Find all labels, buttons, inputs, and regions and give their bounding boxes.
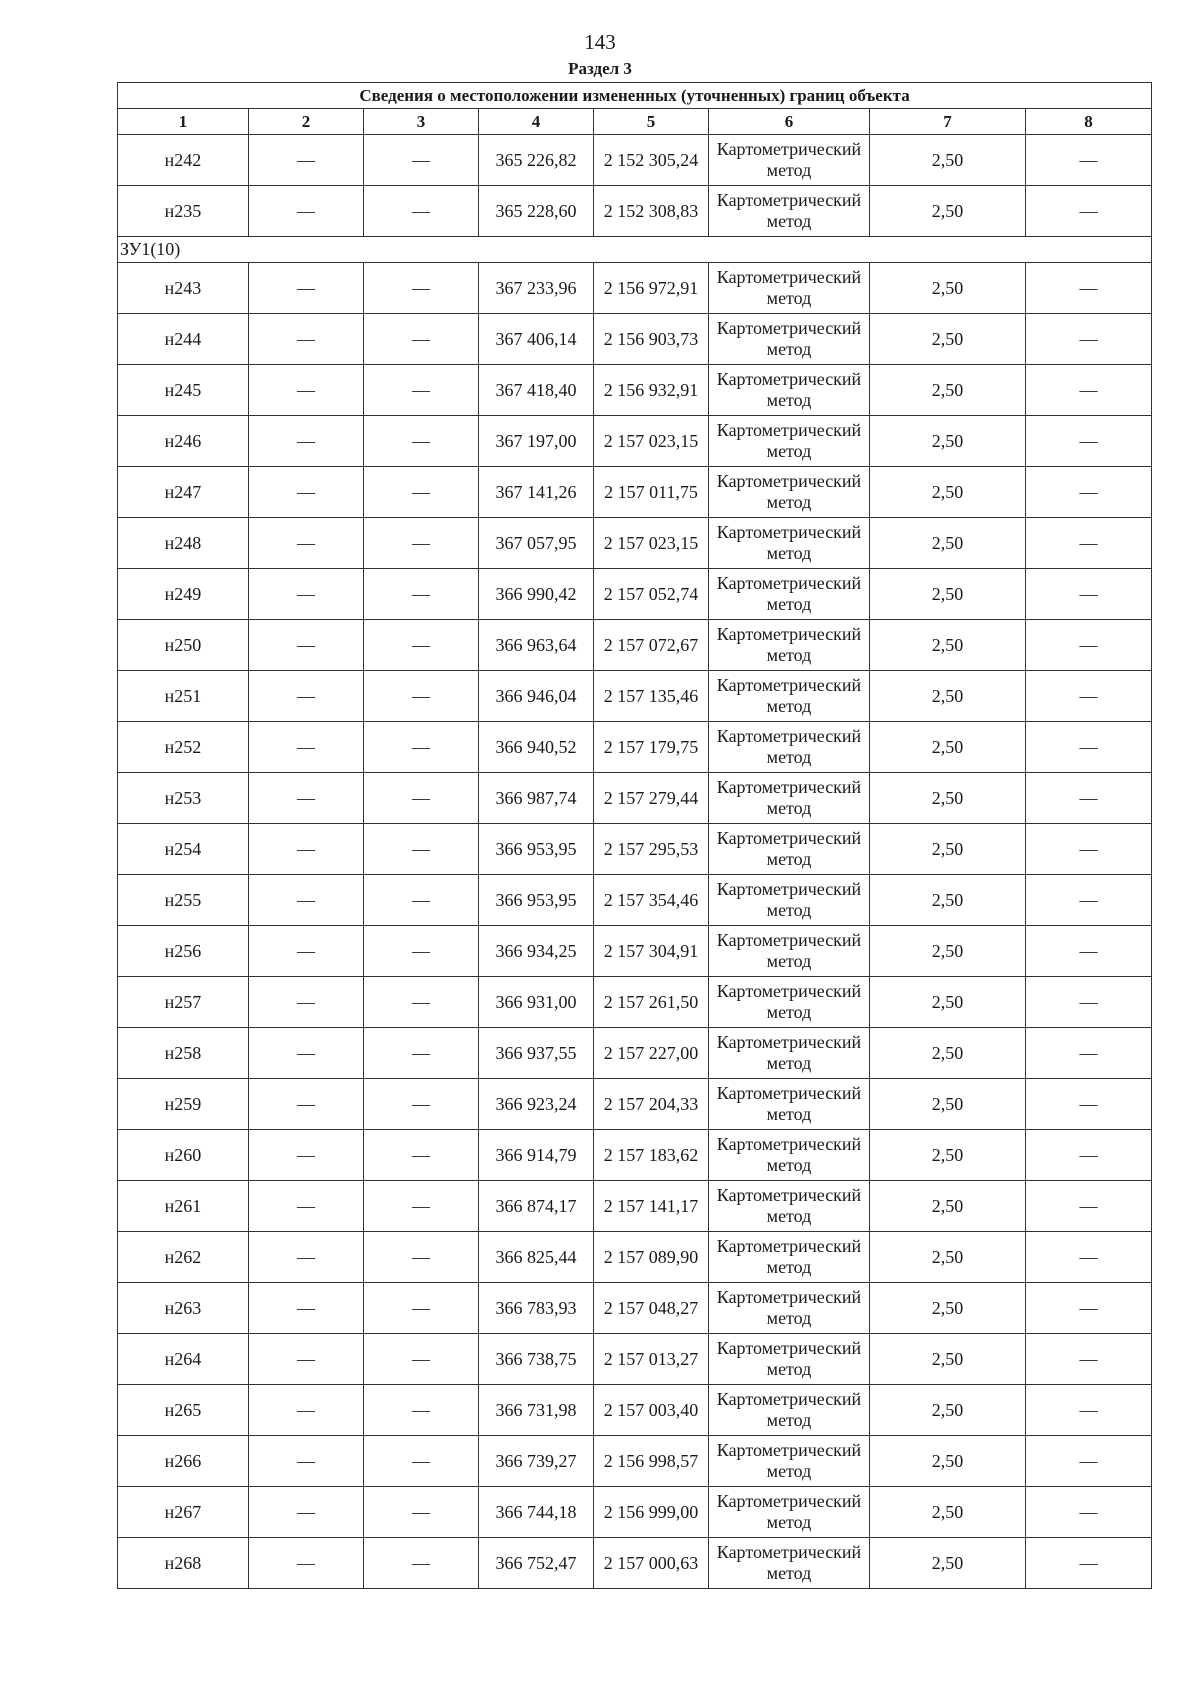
column-8-cell: — — [1026, 1028, 1152, 1079]
column-3-cell: — — [364, 1538, 479, 1589]
method-cell: Картометрический метод — [709, 518, 870, 569]
column-number: 5 — [594, 109, 709, 135]
x-coordinate-cell: 365 228,60 — [479, 186, 594, 237]
accuracy-cell: 2,50 — [870, 1538, 1026, 1589]
column-3-cell: — — [364, 671, 479, 722]
column-8-cell: — — [1026, 1487, 1152, 1538]
x-coordinate-cell: 366 744,18 — [479, 1487, 594, 1538]
method-cell: Картометрический метод — [709, 186, 870, 237]
column-3-cell: — — [364, 1232, 479, 1283]
column-2-cell: — — [249, 263, 364, 314]
column-8-cell: — — [1026, 824, 1152, 875]
point-cell: н254 — [118, 824, 249, 875]
column-number: 7 — [870, 109, 1026, 135]
method-cell: Картометрический метод — [709, 1232, 870, 1283]
method-cell: Картометрический метод — [709, 671, 870, 722]
column-8-cell: — — [1026, 1538, 1152, 1589]
column-3-cell: — — [364, 1385, 479, 1436]
column-number: 1 — [118, 109, 249, 135]
accuracy-cell: 2,50 — [870, 1385, 1026, 1436]
y-coordinate-cell: 2 156 972,91 — [594, 263, 709, 314]
column-8-cell: — — [1026, 186, 1152, 237]
y-coordinate-cell: 2 157 279,44 — [594, 773, 709, 824]
y-coordinate-cell: 2 157 013,27 — [594, 1334, 709, 1385]
column-8-cell: — — [1026, 620, 1152, 671]
column-8-cell: — — [1026, 365, 1152, 416]
method-cell: Картометрический метод — [709, 1436, 870, 1487]
table-row — [118, 1334, 1152, 1385]
column-2-cell: — — [249, 1079, 364, 1130]
method-cell: Картометрический метод — [709, 1028, 870, 1079]
column-3-cell: — — [364, 1436, 479, 1487]
column-2-cell: — — [249, 1028, 364, 1079]
column-number: 6 — [709, 109, 870, 135]
column-8-cell: — — [1026, 135, 1152, 186]
table-row — [118, 1028, 1152, 1079]
accuracy-cell: 2,50 — [870, 1130, 1026, 1181]
x-coordinate-cell: 366 738,75 — [479, 1334, 594, 1385]
table-row — [118, 518, 1152, 569]
column-8-cell: — — [1026, 1181, 1152, 1232]
point-cell: н249 — [118, 569, 249, 620]
accuracy-cell: 2,50 — [870, 620, 1026, 671]
column-8-cell: — — [1026, 416, 1152, 467]
table-row — [118, 1538, 1152, 1589]
point-cell: н244 — [118, 314, 249, 365]
point-cell: н263 — [118, 1283, 249, 1334]
x-coordinate-cell: 366 825,44 — [479, 1232, 594, 1283]
y-coordinate-cell: 2 156 998,57 — [594, 1436, 709, 1487]
accuracy-cell: 2,50 — [870, 824, 1026, 875]
column-2-cell: — — [249, 569, 364, 620]
y-coordinate-cell: 2 157 089,90 — [594, 1232, 709, 1283]
column-2-cell: — — [249, 1130, 364, 1181]
column-2-cell: — — [249, 977, 364, 1028]
column-2-cell: — — [249, 1232, 364, 1283]
point-cell: н264 — [118, 1334, 249, 1385]
column-2-cell: — — [249, 671, 364, 722]
column-2-cell: — — [249, 416, 364, 467]
table-row — [118, 263, 1152, 314]
table-row — [118, 1385, 1152, 1436]
table-row — [118, 620, 1152, 671]
point-cell: н259 — [118, 1079, 249, 1130]
point-cell: н245 — [118, 365, 249, 416]
method-cell: Картометрический метод — [709, 1283, 870, 1334]
group-row — [118, 237, 1152, 263]
column-3-cell: — — [364, 263, 479, 314]
column-8-cell: — — [1026, 1079, 1152, 1130]
method-cell: Картометрический метод — [709, 1538, 870, 1589]
x-coordinate-cell: 366 783,93 — [479, 1283, 594, 1334]
y-coordinate-cell: 2 157 179,75 — [594, 722, 709, 773]
table-row — [118, 671, 1152, 722]
accuracy-cell: 2,50 — [870, 1079, 1026, 1130]
column-2-cell: — — [249, 365, 364, 416]
y-coordinate-cell: 2 157 141,17 — [594, 1181, 709, 1232]
column-8-cell: — — [1026, 467, 1152, 518]
method-cell: Картометрический метод — [709, 1334, 870, 1385]
x-coordinate-cell: 366 937,55 — [479, 1028, 594, 1079]
accuracy-cell: 2,50 — [870, 569, 1026, 620]
x-coordinate-cell: 366 931,00 — [479, 977, 594, 1028]
accuracy-cell: 2,50 — [870, 1436, 1026, 1487]
column-3-cell: — — [364, 416, 479, 467]
column-3-cell: — — [364, 467, 479, 518]
column-3-cell: — — [364, 1334, 479, 1385]
table-row — [118, 416, 1152, 467]
method-cell: Картометрический метод — [709, 135, 870, 186]
table-row — [118, 722, 1152, 773]
column-8-cell: — — [1026, 773, 1152, 824]
x-coordinate-cell: 366 923,24 — [479, 1079, 594, 1130]
y-coordinate-cell: 2 157 023,15 — [594, 416, 709, 467]
column-3-cell: — — [364, 1028, 479, 1079]
column-8-cell: — — [1026, 875, 1152, 926]
column-8-cell: — — [1026, 263, 1152, 314]
column-3-cell: — — [364, 518, 479, 569]
accuracy-cell: 2,50 — [870, 671, 1026, 722]
x-coordinate-cell: 366 940,52 — [479, 722, 594, 773]
group-label: ЗУ1(10) — [118, 237, 1152, 263]
column-number: 4 — [479, 109, 594, 135]
method-cell: Картометрический метод — [709, 263, 870, 314]
column-2-cell: — — [249, 1487, 364, 1538]
y-coordinate-cell: 2 157 295,53 — [594, 824, 709, 875]
column-2-cell: — — [249, 875, 364, 926]
y-coordinate-cell: 2 157 003,40 — [594, 1385, 709, 1436]
method-cell: Картометрический метод — [709, 1181, 870, 1232]
column-2-cell: — — [249, 467, 364, 518]
column-8-cell: — — [1026, 314, 1152, 365]
x-coordinate-cell: 366 963,64 — [479, 620, 594, 671]
column-3-cell: — — [364, 365, 479, 416]
column-3-cell: — — [364, 1181, 479, 1232]
column-3-cell: — — [364, 773, 479, 824]
method-cell: Картометрический метод — [709, 1385, 870, 1436]
column-3-cell: — — [364, 1130, 479, 1181]
column-2-cell: — — [249, 1538, 364, 1589]
table-row — [118, 824, 1152, 875]
x-coordinate-cell: 366 739,27 — [479, 1436, 594, 1487]
accuracy-cell: 2,50 — [870, 135, 1026, 186]
table-caption: Сведения о местоположении измененных (уточненных) границ объекта — [118, 83, 1152, 109]
column-2-cell: — — [249, 186, 364, 237]
column-2-cell: — — [249, 824, 364, 875]
accuracy-cell: 2,50 — [870, 926, 1026, 977]
method-cell: Картометрический метод — [709, 467, 870, 518]
y-coordinate-cell: 2 157 304,91 — [594, 926, 709, 977]
x-coordinate-cell: 366 934,25 — [479, 926, 594, 977]
table-row — [118, 1181, 1152, 1232]
column-number: 8 — [1026, 109, 1152, 135]
y-coordinate-cell: 2 156 903,73 — [594, 314, 709, 365]
accuracy-cell: 2,50 — [870, 314, 1026, 365]
accuracy-cell: 2,50 — [870, 875, 1026, 926]
table-row — [118, 1487, 1152, 1538]
table-row — [118, 875, 1152, 926]
point-cell: н242 — [118, 135, 249, 186]
method-cell: Картометрический метод — [709, 1079, 870, 1130]
y-coordinate-cell: 2 157 023,15 — [594, 518, 709, 569]
method-cell: Картометрический метод — [709, 824, 870, 875]
column-8-cell: — — [1026, 1334, 1152, 1385]
accuracy-cell: 2,50 — [870, 1232, 1026, 1283]
table-row — [118, 977, 1152, 1028]
column-8-cell: — — [1026, 518, 1152, 569]
accuracy-cell: 2,50 — [870, 1487, 1026, 1538]
point-cell: н255 — [118, 875, 249, 926]
y-coordinate-cell: 2 157 052,74 — [594, 569, 709, 620]
table-row — [118, 314, 1152, 365]
column-3-cell: — — [364, 977, 479, 1028]
point-cell: н261 — [118, 1181, 249, 1232]
table-row — [118, 1079, 1152, 1130]
y-coordinate-cell: 2 157 048,27 — [594, 1283, 709, 1334]
accuracy-cell: 2,50 — [870, 977, 1026, 1028]
table-row — [118, 467, 1152, 518]
point-cell: н248 — [118, 518, 249, 569]
x-coordinate-cell: 367 141,26 — [479, 467, 594, 518]
method-cell: Картометрический метод — [709, 773, 870, 824]
column-2-cell: — — [249, 722, 364, 773]
column-3-cell: — — [364, 569, 479, 620]
column-2-cell: — — [249, 518, 364, 569]
point-cell: н252 — [118, 722, 249, 773]
x-coordinate-cell: 366 731,98 — [479, 1385, 594, 1436]
x-coordinate-cell: 366 953,95 — [479, 875, 594, 926]
x-coordinate-cell: 366 914,79 — [479, 1130, 594, 1181]
column-8-cell: — — [1026, 926, 1152, 977]
accuracy-cell: 2,50 — [870, 1028, 1026, 1079]
point-cell: н257 — [118, 977, 249, 1028]
column-2-cell: — — [249, 1334, 364, 1385]
column-2-cell: — — [249, 620, 364, 671]
accuracy-cell: 2,50 — [870, 365, 1026, 416]
column-number-row — [118, 109, 1152, 135]
method-cell: Картометрический метод — [709, 926, 870, 977]
accuracy-cell: 2,50 — [870, 722, 1026, 773]
x-coordinate-cell: 365 226,82 — [479, 135, 594, 186]
y-coordinate-cell: 2 157 011,75 — [594, 467, 709, 518]
x-coordinate-cell: 367 418,40 — [479, 365, 594, 416]
table-body — [118, 135, 1152, 1589]
table-row — [118, 926, 1152, 977]
method-cell: Картометрический метод — [709, 569, 870, 620]
column-number: 2 — [249, 109, 364, 135]
y-coordinate-cell: 2 157 000,63 — [594, 1538, 709, 1589]
column-2-cell: — — [249, 773, 364, 824]
table-row — [118, 569, 1152, 620]
x-coordinate-cell: 367 233,96 — [479, 263, 594, 314]
method-cell: Картометрический метод — [709, 416, 870, 467]
method-cell: Картометрический метод — [709, 875, 870, 926]
column-8-cell: — — [1026, 569, 1152, 620]
column-8-cell: — — [1026, 1283, 1152, 1334]
column-2-cell: — — [249, 135, 364, 186]
column-8-cell: — — [1026, 1232, 1152, 1283]
boundary-coordinates-table — [117, 82, 1152, 1589]
accuracy-cell: 2,50 — [870, 186, 1026, 237]
accuracy-cell: 2,50 — [870, 263, 1026, 314]
y-coordinate-cell: 2 152 305,24 — [594, 135, 709, 186]
point-cell: н246 — [118, 416, 249, 467]
accuracy-cell: 2,50 — [870, 518, 1026, 569]
table-row — [118, 1436, 1152, 1487]
point-cell: н268 — [118, 1538, 249, 1589]
x-coordinate-cell: 366 953,95 — [479, 824, 594, 875]
column-3-cell: — — [364, 135, 479, 186]
column-3-cell: — — [364, 824, 479, 875]
point-cell: н251 — [118, 671, 249, 722]
column-3-cell: — — [364, 722, 479, 773]
point-cell: н262 — [118, 1232, 249, 1283]
y-coordinate-cell: 2 157 135,46 — [594, 671, 709, 722]
accuracy-cell: 2,50 — [870, 1283, 1026, 1334]
method-cell: Картометрический метод — [709, 1130, 870, 1181]
accuracy-cell: 2,50 — [870, 1334, 1026, 1385]
point-cell: н250 — [118, 620, 249, 671]
column-3-cell: — — [364, 1283, 479, 1334]
method-cell: Картометрический метод — [709, 314, 870, 365]
x-coordinate-cell: 366 987,74 — [479, 773, 594, 824]
accuracy-cell: 2,50 — [870, 773, 1026, 824]
accuracy-cell: 2,50 — [870, 467, 1026, 518]
point-cell: н256 — [118, 926, 249, 977]
section-title: Раздел 3 — [568, 59, 632, 78]
table-row — [118, 1130, 1152, 1181]
method-cell: Картометрический метод — [709, 620, 870, 671]
point-cell: н260 — [118, 1130, 249, 1181]
x-coordinate-cell: 367 057,95 — [479, 518, 594, 569]
point-cell: н258 — [118, 1028, 249, 1079]
point-cell: н267 — [118, 1487, 249, 1538]
column-2-cell: — — [249, 1181, 364, 1232]
x-coordinate-cell: 367 406,14 — [479, 314, 594, 365]
x-coordinate-cell: 366 946,04 — [479, 671, 594, 722]
table-row — [118, 773, 1152, 824]
table-row — [118, 365, 1152, 416]
column-3-cell: — — [364, 1079, 479, 1130]
point-cell: н266 — [118, 1436, 249, 1487]
y-coordinate-cell: 2 157 227,00 — [594, 1028, 709, 1079]
point-cell: н253 — [118, 773, 249, 824]
y-coordinate-cell: 2 157 183,62 — [594, 1130, 709, 1181]
column-number: 3 — [364, 109, 479, 135]
column-2-cell: — — [249, 314, 364, 365]
method-cell: Картометрический метод — [709, 977, 870, 1028]
point-cell: н265 — [118, 1385, 249, 1436]
column-2-cell: — — [249, 1283, 364, 1334]
column-3-cell: — — [364, 620, 479, 671]
x-coordinate-cell: 366 752,47 — [479, 1538, 594, 1589]
method-cell: Картометрический метод — [709, 365, 870, 416]
column-3-cell: — — [364, 926, 479, 977]
column-2-cell: — — [249, 1436, 364, 1487]
column-8-cell: — — [1026, 1436, 1152, 1487]
method-cell: Картометрический метод — [709, 722, 870, 773]
column-8-cell: — — [1026, 671, 1152, 722]
table-row — [118, 1283, 1152, 1334]
column-8-cell: — — [1026, 977, 1152, 1028]
x-coordinate-cell: 367 197,00 — [479, 416, 594, 467]
column-8-cell: — — [1026, 1130, 1152, 1181]
accuracy-cell: 2,50 — [870, 1181, 1026, 1232]
column-8-cell: — — [1026, 722, 1152, 773]
table-row — [118, 1232, 1152, 1283]
column-8-cell: — — [1026, 1385, 1152, 1436]
method-cell: Картометрический метод — [709, 1487, 870, 1538]
point-cell: н247 — [118, 467, 249, 518]
column-2-cell: — — [249, 1385, 364, 1436]
column-3-cell: — — [364, 1487, 479, 1538]
point-cell: н243 — [118, 263, 249, 314]
point-cell: н235 — [118, 186, 249, 237]
x-coordinate-cell: 366 874,17 — [479, 1181, 594, 1232]
column-3-cell: — — [364, 186, 479, 237]
column-3-cell: — — [364, 875, 479, 926]
y-coordinate-cell: 2 157 072,67 — [594, 620, 709, 671]
page-number: 143 — [584, 30, 616, 54]
accuracy-cell: 2,50 — [870, 416, 1026, 467]
y-coordinate-cell: 2 152 308,83 — [594, 186, 709, 237]
table-row — [118, 135, 1152, 186]
y-coordinate-cell: 2 157 261,50 — [594, 977, 709, 1028]
column-2-cell: — — [249, 926, 364, 977]
y-coordinate-cell: 2 157 354,46 — [594, 875, 709, 926]
column-3-cell: — — [364, 314, 479, 365]
x-coordinate-cell: 366 990,42 — [479, 569, 594, 620]
y-coordinate-cell: 2 157 204,33 — [594, 1079, 709, 1130]
y-coordinate-cell: 2 156 999,00 — [594, 1487, 709, 1538]
table-row — [118, 186, 1152, 237]
y-coordinate-cell: 2 156 932,91 — [594, 365, 709, 416]
